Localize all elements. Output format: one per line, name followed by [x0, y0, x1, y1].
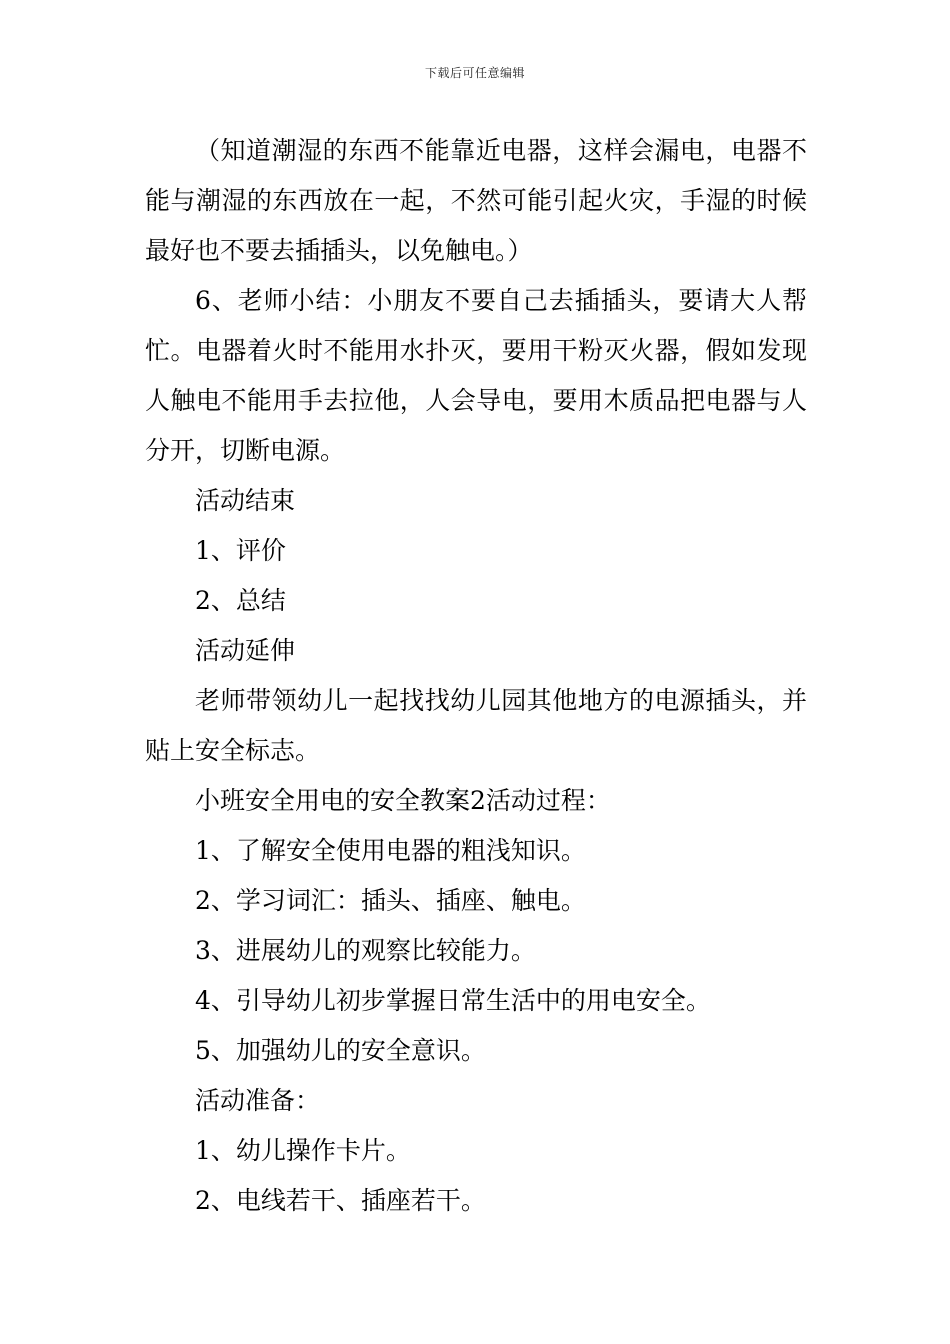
list-item-goal-4: 4、引导幼儿初步掌握日常生活中的用电安全。 [195, 986, 711, 1015]
list-item-goal-3: 3、进展幼儿的观察比较能力。 [195, 936, 536, 965]
heading-activity-extension: 活动延伸 [195, 636, 296, 665]
list-item-goal-2: 2、学习词汇：插头、插座、触电。 [195, 886, 586, 915]
list-item-goal-1: 1、了解安全使用电器的粗浅知识。 [195, 836, 586, 865]
paragraph-teacher-summary: 6、老师小结：小朋友不要自己去插插头，要请大人帮忙。电器着火时不能用水扑灭，要用干粉灭火器，假如发现人触电不能用手去拉他，人会导电，要用木质品把电器与人分开，切断电源。 [145, 286, 807, 465]
page-header: 下载后可任意编辑 [424, 66, 525, 80]
list-item-prep-2: 2、电线若干、插座若干。 [195, 1186, 486, 1215]
list-item-prep-1: 1、幼儿操作卡片。 [195, 1136, 411, 1165]
list-item-goal-5: 5、加强幼儿的安全意识。 [195, 1036, 486, 1065]
list-item-evaluation: 1、评价 [195, 536, 286, 565]
heading-lesson-plan-2: 小班安全用电的安全教案2活动过程： [195, 786, 611, 815]
list-item-summary: 2、总结 [195, 586, 286, 615]
paragraph-safety-note: （知道潮湿的东西不能靠近电器，这样会漏电，电器不能与潮湿的东西放在一起，不然可能引起火灾，手湿的时候最好也不要去插插头，以免触电。） [145, 136, 807, 265]
paragraph-extension: 老师带领幼儿一起找找幼儿园其他地方的电源插头，并贴上安全标志。 [145, 686, 807, 765]
heading-activity-preparation: 活动准备： [195, 1086, 321, 1115]
document-body [145, 126, 807, 1226]
heading-activity-end: 活动结束 [195, 486, 296, 515]
